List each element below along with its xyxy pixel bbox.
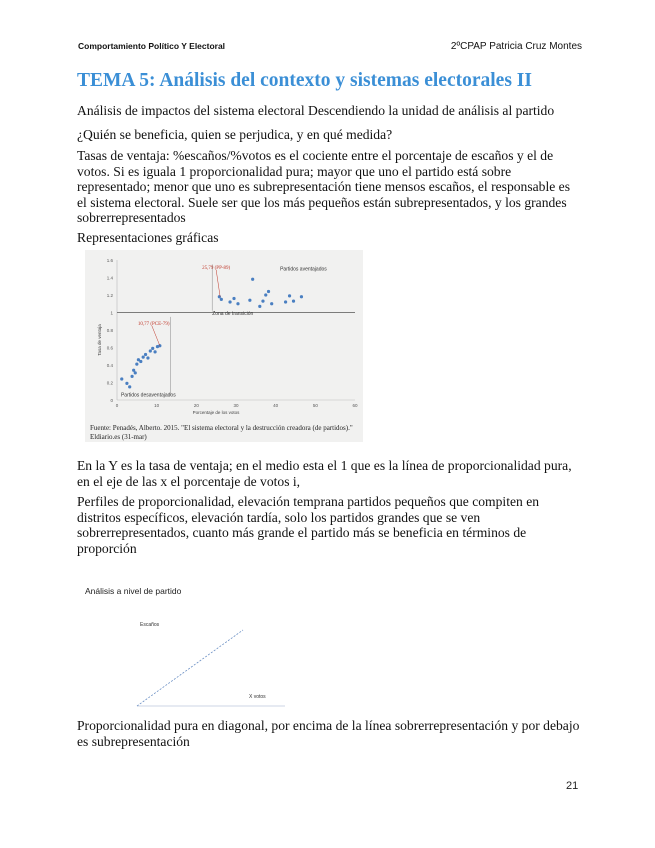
paragraph-question: ¿Quién se beneficia, quien se perjudica, y en qué medida? (77, 127, 393, 142)
data-point (288, 294, 291, 297)
data-point (146, 356, 149, 359)
y-tick-label: 0.4 (106, 363, 113, 368)
data-point (120, 377, 123, 380)
data-point (284, 300, 287, 303)
sketch-y-label: Escaños (140, 622, 160, 628)
x-tick-label: 0 (115, 403, 119, 408)
scatter-figure (85, 250, 363, 442)
x-tick-label: 20 (193, 403, 199, 408)
annotation-leader (216, 270, 220, 297)
paragraph-diagonal: Proporcionalidad pura en diagonal, por encima de la línea sobrerrepresentación y por debajo es subrepresentación (77, 718, 580, 749)
paragraph-tasas: Tasas de ventaja: %escaños/%votos es el cociente entre el porcentaje de escaños y el de votos. Si es iguala 1 proporcionalidad pura; mayor que uno el partido está sobre representado; menor que uno es subrepresentación tiene mensos escaños, el responsable es el sistema electoral. Suele ser que los más pequeños están subrepresentados, y los grandes sobrerrepresentados (77, 148, 570, 225)
data-point (251, 278, 254, 281)
paragraph-eje-y: En la Y es la tasa de ventaja; en el medio esta el 1 que es la línea de proporcionalidad pura, en el eje de las x el porcentaje de votos i, (77, 458, 572, 489)
x-tick-label: 50 (312, 403, 318, 408)
data-point (236, 302, 239, 305)
x-axis-title: Porcentaje de los votos (192, 410, 240, 415)
data-point (258, 305, 261, 308)
data-point (135, 363, 138, 366)
paragraph-perfiles: Perfiles de proporcionalidad, elevación temprana partidos pequeños que compiten en distritos específicos, elevación tardía, solo los partidos grandes que se ven sobrerrepresentados, cuanto más grande el partido más se beneficia en términos de proporción (77, 494, 540, 556)
data-point (220, 298, 223, 301)
paragraph-representaciones: Representaciones gráficas (77, 230, 219, 245)
sketch-title: Análisis a nivel de partido (85, 586, 182, 596)
sketch-diagonal (85, 580, 325, 710)
data-point (125, 382, 128, 385)
y-tick-label: 0.2 (106, 380, 113, 386)
data-point (264, 293, 267, 296)
data-point (261, 300, 264, 303)
data-point (248, 299, 251, 302)
y-tick-label: 0 (110, 398, 113, 403)
scatter-chart (85, 250, 363, 425)
data-point (151, 347, 154, 350)
page-number: 21 (566, 780, 579, 792)
paragraph-analysis: Análisis de impactos del sistema electoral Descendiendo la unidad de análisis al partido (77, 103, 555, 118)
sketch-figure (85, 580, 325, 710)
running-header-left: Comportamiento Político Y Electoral (78, 41, 226, 51)
sketch-x-label: X votos (249, 694, 266, 700)
data-point (228, 300, 231, 303)
data-point (134, 371, 137, 374)
x-tick-label: 10 (154, 403, 160, 408)
data-point (142, 356, 145, 359)
annotation-label: 25,79 (PP-89) (202, 265, 231, 271)
region-label-aventajados: Partidos aventajados (280, 266, 327, 273)
y-tick-label: 0.6 (106, 345, 113, 351)
data-point (128, 385, 131, 388)
data-point (270, 302, 273, 305)
data-point (218, 295, 221, 298)
y-tick-label: 1.2 (106, 293, 113, 298)
data-point (300, 295, 303, 298)
data-point (139, 360, 142, 363)
data-point (149, 349, 152, 352)
data-point (144, 353, 147, 356)
data-point (130, 375, 133, 378)
y-tick-label: 1 (110, 310, 113, 316)
x-tick-label: 40 (273, 403, 279, 408)
data-point (153, 350, 156, 353)
y-tick-label: 0.8 (106, 328, 113, 333)
data-point (232, 297, 235, 300)
figure-caption: Fuente: Penadés, Alberto. 2015. "El sistema electoral y la destrucción creadora (de partidos)." Eldiario.es (31-mar) (90, 424, 360, 441)
data-point (267, 290, 270, 293)
x-tick-label: 30 (233, 403, 239, 408)
y-axis-title: Tasa de ventaja (97, 324, 102, 356)
region-label-transicion: Zona de transición (212, 311, 254, 318)
running-header-right: 2ºCPAP Patricia Cruz Montes (450, 41, 582, 52)
data-point (292, 300, 295, 303)
annotation-leader (152, 326, 160, 346)
annotation-label: 10,77 (PCE-79) (137, 321, 170, 327)
page-title: TEMA 5: Análisis del contexto y sistemas electorales II (77, 70, 532, 91)
y-tick-label: 1.4 (106, 275, 113, 281)
x-tick-label: 60 (352, 403, 358, 408)
y-tick-label: 1.6 (106, 258, 113, 263)
region-label-desaventajados: Partidos desaventajados (120, 392, 176, 399)
